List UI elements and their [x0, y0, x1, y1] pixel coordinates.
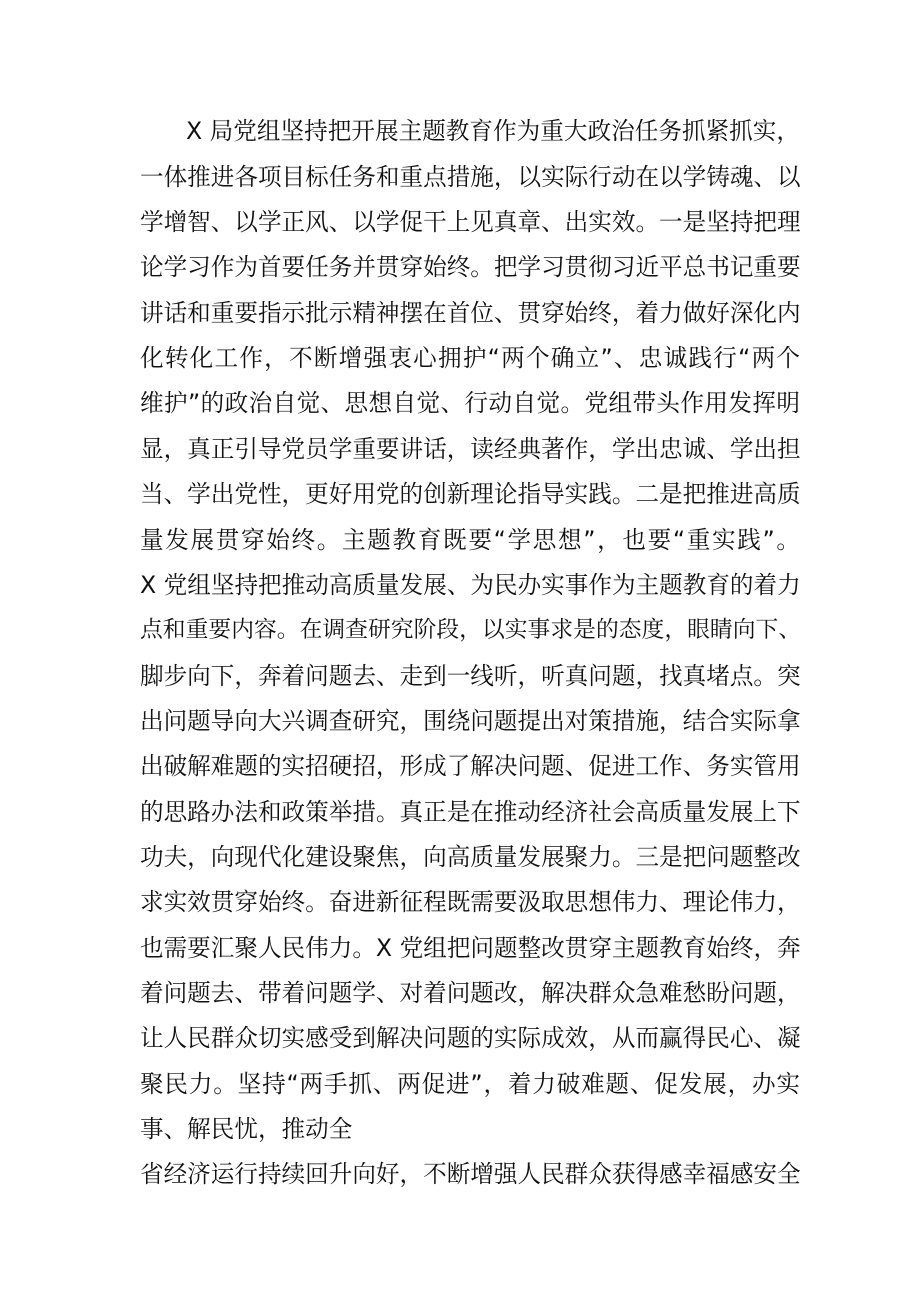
paragraph-line-17: 功夫，向现代化建设聚焦，向高质量发展聚力。三是把问题整改: [140, 843, 801, 871]
paragraph-line-1: X 局党组坚持把开展主题教育作为重大政治任务抓紧抓实，: [186, 117, 800, 145]
paragraph-line-8: 显，真正引导党员学重要讲话，读经典著作，学出忠诚、学出担: [140, 435, 801, 463]
paragraph-line-20: 着问题去、带着问题学、对着问题改，解决群众急难愁盼问题，: [140, 979, 801, 1007]
paragraph-line-24: 省经济运行持续回升向好，不断增强人民群众获得感幸福感安全: [140, 1160, 801, 1188]
paragraph-line-2: 一体推进各项目标任务和重点措施，以实际行动在以学铸魂、以: [140, 163, 801, 191]
paragraph-line-7: 维护”的政治自觉、思想自觉、行动自觉。党组带头作用发挥明: [140, 389, 800, 417]
paragraph-line-19: 也需要汇聚人民伟力。X 党组把问题整改贯穿主题教育始终，奔: [140, 934, 801, 962]
paragraph-line-21: 让人民群众切实感受到解决问题的实际成效，从而赢得民心、凝: [140, 1024, 801, 1052]
paragraph-line-14: 出问题导向大兴调查研究，围绕问题提出对策措施，结合实际拿: [140, 707, 801, 735]
paragraph-line-5: 讲话和重要指示批示精神摆在首位、贯穿始终，着力做好深化内: [140, 299, 801, 327]
paragraph-line-18: 求实效贯穿始终。奋进新征程既需要汲取思想伟力、理论伟力，: [140, 888, 801, 916]
paragraph-line-15: 出破解难题的实招硬招，形成了解决问题、促进工作、务实管用: [140, 752, 801, 780]
paragraph-line-22: 聚民力。坚持“两手抓、两促进”，着力破难题、促发展，办实: [140, 1070, 800, 1098]
paragraph-line-3: 学增智、以学正风、以学促干上见真章、出实效。一是坚持把理: [140, 208, 801, 236]
paragraph-line-23: 事、解民忧，推动全: [140, 1115, 353, 1143]
paragraph-line-9: 当、学出党性，更好用党的创新理论指导实践。二是把推进高质: [140, 480, 801, 508]
paragraph-line-11: X 党组坚持把推动高质量发展、为民办实事作为主题教育的着力: [140, 571, 801, 599]
paragraph-line-4: 论学习作为首要任务并贯穿始终。把学习贯彻习近平总书记重要: [140, 253, 801, 281]
paragraph-line-16: 的思路办法和政策举措。真正是在推动经济社会高质量发展上下: [140, 798, 801, 826]
paragraph-line-6: 化转化工作，不断增强衷心拥护“两个确立”、忠诚践行“两个: [140, 344, 800, 372]
paragraph-line-10: 量发展贯穿始终。主题教育既要“学思想”，也要“重实践”。: [140, 526, 800, 554]
paragraph-line-13: 脚步向下，奔着问题去、走到一线听，听真问题，找真堵点。突: [140, 662, 801, 690]
paragraph-line-12: 点和重要内容。在调查研究阶段，以实事求是的态度，眼睛向下、: [140, 617, 802, 643]
